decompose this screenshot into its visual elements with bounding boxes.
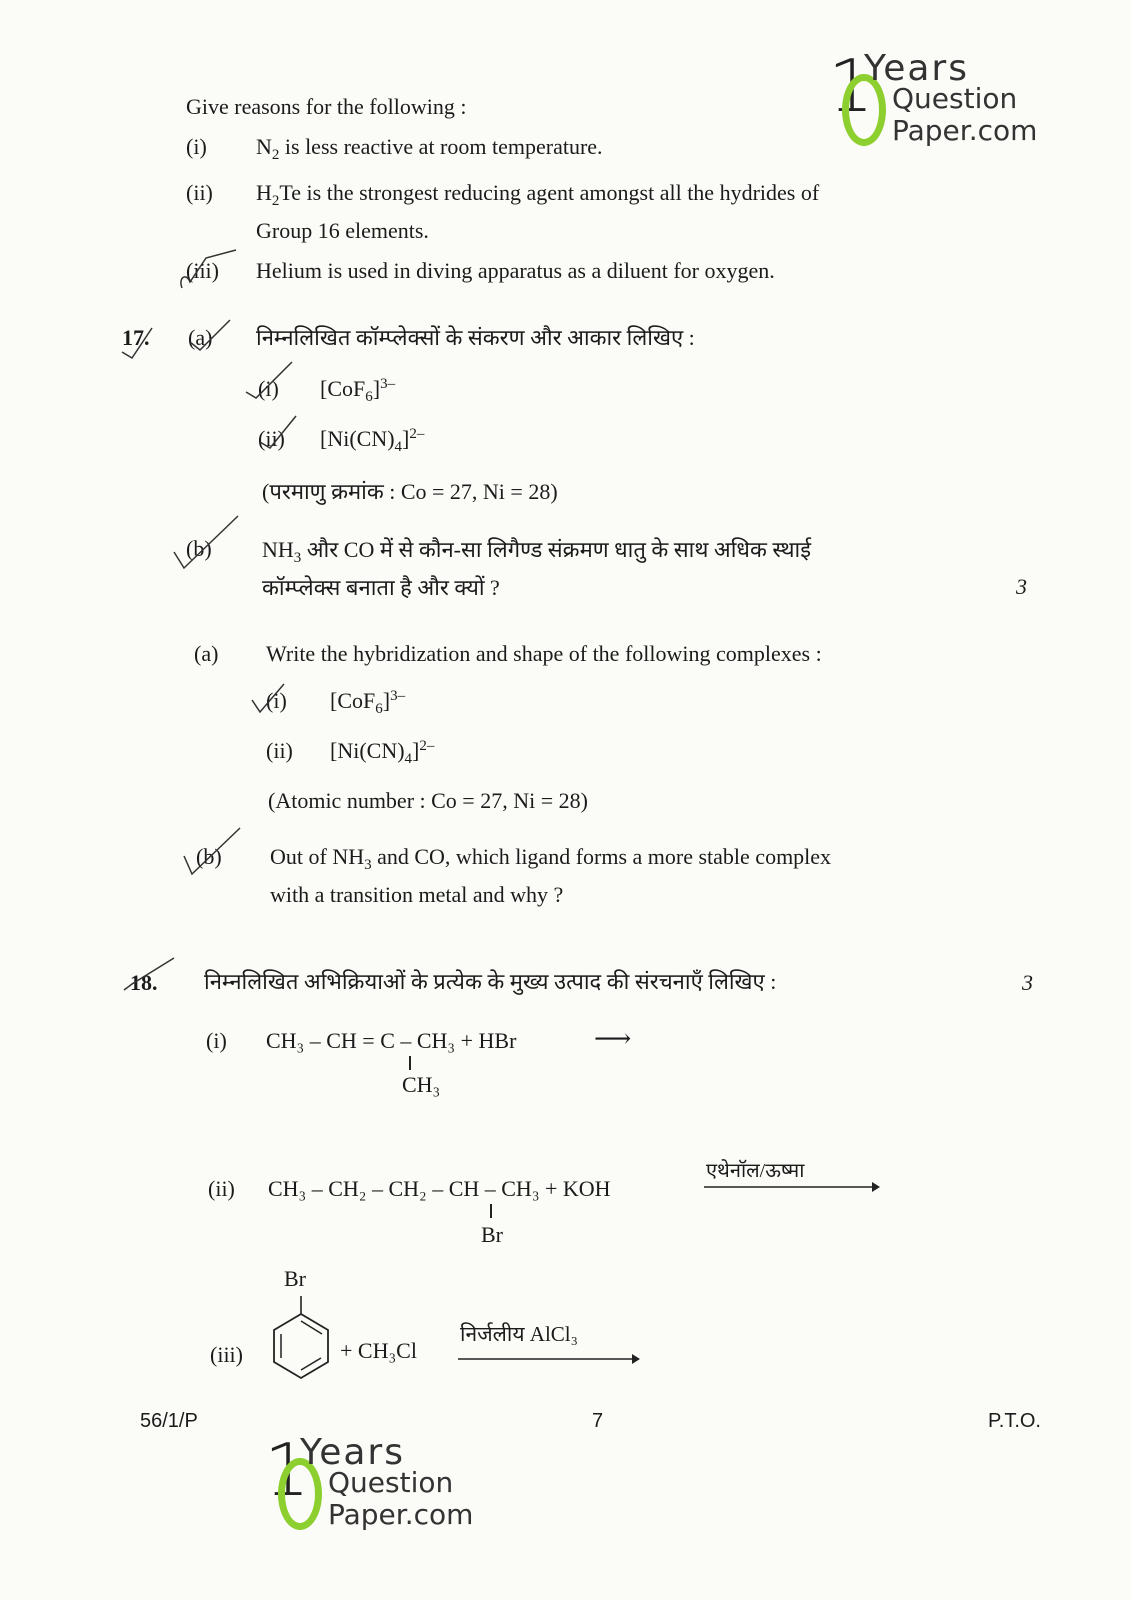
q16-intro: Give reasons for the following : [186, 94, 467, 119]
q16-i-label: (i) [186, 134, 207, 159]
q18-ii-equation: CH₃ – CH₂ – CH₂ – CH – CH₃ + KOH [268, 1176, 611, 1201]
tick-mark-icon [176, 248, 246, 298]
q18-iii-reagent: + CH₃Cl [340, 1338, 417, 1363]
q18-i-label: (i) [206, 1028, 227, 1053]
logo-digit-one: 1 [828, 44, 874, 128]
q17-en-ii-label: (ii) [266, 738, 293, 763]
q18-iii-condition: निर्जलीय AlCl₃ [460, 1322, 578, 1346]
q17-en-b-pre: Out of NH [270, 844, 365, 869]
cof6-formula: [CoF [320, 376, 366, 401]
tick-mark-icon [242, 358, 312, 408]
cof6-sub-en: 6 [375, 701, 383, 717]
q16-iii-label: (iii) [186, 258, 219, 283]
logo-question: Question [892, 82, 1018, 115]
logo-paper-com: Paper.com [892, 114, 1038, 147]
q17-en-b-line1 [270, 844, 831, 874]
q17-en-b-line2: with a transition metal and why ? [270, 882, 564, 907]
q18-ii-condition: एथेनॉल/ऊष्मा [706, 1160, 805, 1182]
nicn4-formula-en: [Ni(CN) [330, 738, 405, 763]
cof6-charge: 3– [380, 376, 396, 392]
q18-ii-branch: Br [481, 1222, 503, 1247]
tick-mark-icon [186, 316, 246, 356]
q17-hi-atomic: (परमाणु क्रमांक : Co = 27, Ni = 28) [262, 479, 558, 504]
q17-hi-ii-formula [320, 426, 424, 456]
q16-ii-label: (ii) [186, 180, 213, 205]
q18-i-arrow: ⟶ [594, 1024, 632, 1053]
cof6-bracket: ] [372, 376, 381, 401]
nicn4-sub: 4 [394, 439, 403, 455]
q18-ii-label: (ii) [208, 1176, 235, 1201]
q18-number: 18. [130, 970, 158, 995]
footer-page-number: 7 [592, 1410, 604, 1432]
logo-years: Years [300, 1432, 405, 1473]
nh3-sub: 3 [293, 550, 302, 566]
q18-iii-substituent: Br [284, 1266, 306, 1291]
q18-i-equation: CH₃ – CH = C – CH₃ + HBr [266, 1028, 517, 1053]
q16-i-statement: is less reactive at room temperature. [284, 134, 603, 159]
logo-paper-com: Paper.com [328, 1498, 474, 1531]
cof6-charge-en: 3– [390, 688, 406, 704]
q17-en-a-label: (a) [194, 641, 219, 666]
nicn4-charge-en: 2– [419, 738, 435, 754]
q17-marks: 3 [1016, 574, 1027, 599]
tick-mark-icon [180, 826, 250, 882]
q18-iii-arrow [456, 1352, 642, 1366]
cof6-formula-en: [CoF [330, 688, 376, 713]
logo-digit-one: 1 [264, 1428, 310, 1512]
n2-formula: N [256, 134, 272, 159]
q17-en-a-text: Write the hybridization and shape of the following complexes : [266, 641, 822, 666]
logo-years: Years [864, 48, 969, 89]
n2-sub: 2 [271, 147, 280, 163]
q18-iii-label: (iii) [210, 1342, 243, 1367]
q17-en-ii-formula [330, 738, 434, 768]
q17-hi-b-line1 [262, 534, 811, 567]
benzene-ring-icon [268, 1294, 334, 1384]
cof6-bracket-en: ] [382, 688, 391, 713]
q16-ii-text [256, 180, 819, 210]
nicn4-formula: [Ni(CN) [320, 426, 395, 451]
q18-i-bond [409, 1056, 411, 1070]
q17-hi-i-formula [320, 376, 395, 406]
q17-hi-b-label: (b) [186, 536, 212, 561]
logo-bottom [264, 1428, 504, 1546]
q17-hi-ii-label: (ii) [258, 426, 285, 451]
q16-i-text [256, 134, 603, 164]
footer-code: 56/1/P [140, 1410, 198, 1432]
q18-i-branch: CH₃ [402, 1072, 441, 1097]
q17-en-b-label: (b) [196, 844, 222, 869]
q18-ii-bond [490, 1204, 492, 1218]
q16-ii-line2: Group 16 elements. [256, 218, 429, 243]
q18-ii-arrow [702, 1180, 882, 1194]
q17-en-atomic: (Atomic number : Co = 27, Ni = 28) [268, 788, 588, 813]
nicn4-charge: 2– [409, 426, 425, 442]
h2te-formula: H [256, 180, 272, 205]
logo-question: Question [328, 1466, 454, 1499]
tick-mark-icon [248, 680, 298, 720]
q17-number: 17. [122, 325, 150, 350]
q17-hi-b-question: और CO में से कौन-सा लिगैण्ड संक्रमण धातु के साथ अधिक स्थाई [306, 537, 812, 562]
logo-top [828, 44, 1068, 162]
cof6-sub: 6 [365, 389, 373, 405]
q18-marks: 3 [1022, 970, 1033, 995]
tick-mark-icon [118, 322, 158, 362]
q17-hi-i-label: (i) [258, 376, 279, 401]
tick-mark-icon [170, 512, 250, 576]
nh3-formula: NH [262, 537, 294, 562]
nh3-sub-en: 3 [364, 857, 372, 873]
tick-mark-icon [120, 954, 184, 1000]
q17-en-i-label: (i) [266, 688, 287, 713]
tick-mark-icon [256, 412, 316, 458]
nicn4-bracket-en: ] [412, 738, 420, 763]
q17-hi-a-text: निम्नलिखित कॉम्प्लेक्सों के संकरण और आकार लिखिए : [256, 325, 695, 350]
nicn4-sub-en: 4 [404, 751, 413, 767]
q17-en-i-formula [330, 688, 405, 718]
q16-ii-statement: Te is the strongest reducing agent amongst all the hydrides of [279, 180, 820, 205]
q18-hindi-text: निम्नलिखित अभिक्रियाओं के प्रत्येक के मुख्य उत्पाद की संरचनाएँ लिखिए : [204, 969, 777, 994]
q17-en-b-question: and CO, which ligand forms a more stable complex [371, 844, 832, 869]
nicn4-bracket: ] [402, 426, 410, 451]
footer-pto: P.T.O. [988, 1410, 1041, 1432]
q17-hi-b-line2: कॉम्प्लेक्स बनाता है और क्यों ? [262, 575, 500, 600]
h2te-sub: 2 [271, 193, 280, 209]
q17-hi-a-label: (a) [188, 325, 213, 350]
q16-iii-text: Helium is used in diving apparatus as a diluent for oxygen. [256, 258, 775, 283]
